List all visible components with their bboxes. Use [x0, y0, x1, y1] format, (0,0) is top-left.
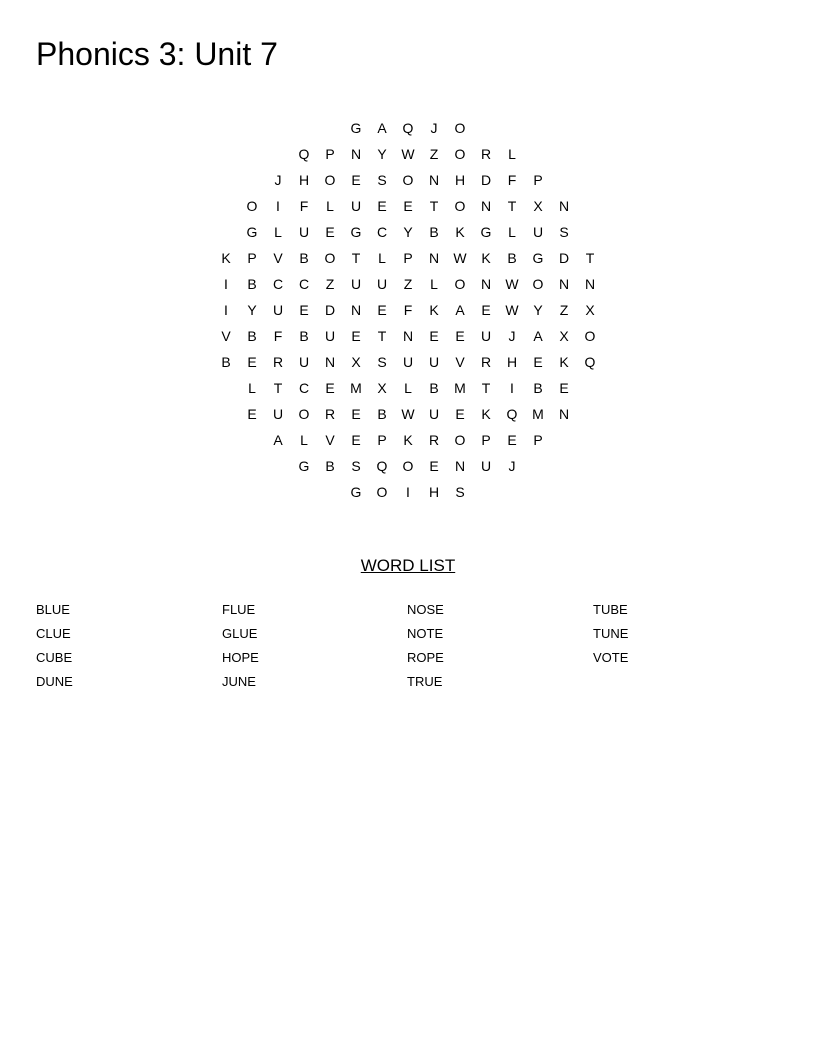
grid-cell: L [508, 224, 516, 240]
word-list-item: FLUE [222, 602, 256, 617]
grid-cell [213, 167, 239, 193]
word-list-item: BLUE [36, 602, 70, 617]
word-column [36, 600, 216, 696]
grid-cell: B [533, 380, 543, 396]
grid-cell: C [272, 276, 284, 292]
grid-cell: D [480, 172, 492, 188]
grid-cell: Z [403, 276, 413, 292]
grid-cell: O [454, 276, 466, 292]
grid-cell: C [298, 380, 310, 396]
grid-cell [213, 219, 239, 245]
grid-cell: E [351, 406, 361, 422]
grid-cell: F [507, 172, 517, 188]
grid-cell: S [559, 224, 569, 240]
grid-cell [551, 115, 577, 141]
grid-cell: B [299, 328, 309, 344]
grid-cell [525, 115, 551, 141]
grid-cell: P [533, 432, 543, 448]
grid-cell: E [455, 328, 465, 344]
grid-cell [239, 479, 265, 505]
grid-row [213, 271, 603, 297]
grid-cell [473, 479, 499, 505]
grid-cell [551, 479, 577, 505]
grid-cell: T [377, 328, 387, 344]
grid-cell: S [377, 172, 387, 188]
grid-cell: W [453, 250, 467, 266]
grid-cell: G [480, 224, 492, 240]
grid-cell [577, 375, 603, 401]
grid-cell: E [351, 328, 361, 344]
word-list-item: ROPE [407, 650, 444, 665]
grid-cell: C [298, 276, 310, 292]
grid-row [213, 349, 603, 375]
grid-cell: Y [377, 146, 387, 162]
grid-cell: E [247, 354, 257, 370]
grid-cell: B [221, 354, 231, 370]
grid-cell: R [480, 146, 492, 162]
grid-cell: U [298, 354, 310, 370]
grid-cell: T [351, 250, 361, 266]
grid-cell: I [224, 276, 228, 292]
word-list-item: NOSE [407, 602, 444, 617]
grid-cell: L [508, 146, 516, 162]
grid-cell [551, 453, 577, 479]
grid-cell: C [376, 224, 388, 240]
grid-row [213, 245, 603, 271]
grid-cell [213, 453, 239, 479]
grid-cell: N [402, 328, 414, 344]
grid-cell: E [559, 380, 569, 396]
grid-cell [525, 479, 551, 505]
grid-cell [473, 115, 499, 141]
grid-cell: U [376, 276, 388, 292]
grid-cell: N [558, 276, 570, 292]
grid-row [213, 375, 603, 401]
word-list-item: VOTE [593, 650, 629, 665]
grid-cell [265, 453, 291, 479]
grid-cell [239, 453, 265, 479]
word-list-item: HOPE [222, 650, 259, 665]
grid-cell: O [376, 484, 388, 500]
grid-cell: O [454, 146, 466, 162]
grid-cell: G [532, 250, 544, 266]
word-list-item: NOTE [407, 626, 444, 641]
grid-cell: Q [298, 146, 310, 162]
grid-cell [577, 219, 603, 245]
grid-cell: G [350, 224, 362, 240]
grid-cell: J [508, 328, 516, 344]
grid-cell: N [480, 198, 492, 214]
grid-cell: R [428, 432, 440, 448]
grid-cell: P [377, 432, 387, 448]
grid-cell: R [324, 406, 336, 422]
grid-cell: F [403, 302, 413, 318]
grid-row [213, 453, 603, 479]
grid-cell [577, 453, 603, 479]
grid-row [213, 427, 603, 453]
grid-row [213, 297, 603, 323]
word-list-item: TRUE [407, 674, 443, 689]
grid-cell: E [533, 354, 543, 370]
grid-cell: Q [506, 406, 518, 422]
grid-cell: U [324, 328, 336, 344]
grid-cell: W [401, 146, 415, 162]
grid-cell [551, 427, 577, 453]
grid-cell: Z [559, 302, 569, 318]
grid-cell [551, 141, 577, 167]
grid-cell: I [406, 484, 410, 500]
grid-cell: E [507, 432, 517, 448]
grid-cell: O [532, 276, 544, 292]
grid-cell: E [455, 406, 465, 422]
grid-cell: O [584, 328, 596, 344]
grid-cell: L [404, 380, 412, 396]
grid-cell [239, 141, 265, 167]
grid-cell: W [505, 302, 519, 318]
grid-cell: Q [376, 458, 388, 474]
grid-cell: L [326, 198, 334, 214]
word-list-item: TUNE [593, 626, 629, 641]
grid-cell: W [401, 406, 415, 422]
grid-cell: K [221, 250, 231, 266]
grid-cell [577, 401, 603, 427]
grid-cell: N [428, 250, 440, 266]
grid-cell: L [248, 380, 256, 396]
grid-cell: E [403, 198, 413, 214]
grid-cell: U [298, 224, 310, 240]
grid-cell [525, 453, 551, 479]
grid-cell: Z [429, 146, 439, 162]
grid-cell: B [429, 380, 439, 396]
grid-cell [213, 427, 239, 453]
grid-cell: F [273, 328, 283, 344]
grid-cell: V [221, 328, 231, 344]
grid-cell [239, 115, 265, 141]
grid-cell [551, 167, 577, 193]
grid-row [213, 323, 603, 349]
grid-cell: U [428, 406, 440, 422]
grid-cell: X [351, 354, 361, 370]
grid-cell [499, 115, 525, 141]
grid-cell [291, 115, 317, 141]
grid-cell: R [480, 354, 492, 370]
grid-cell: N [558, 406, 570, 422]
grid-cell: U [350, 276, 362, 292]
grid-cell: O [324, 250, 336, 266]
grid-cell: X [533, 198, 543, 214]
grid-cell: N [350, 146, 362, 162]
grid-cell [577, 167, 603, 193]
grid-cell [213, 115, 239, 141]
word-search-grid [213, 115, 603, 505]
grid-cell: T [481, 380, 491, 396]
grid-cell [525, 141, 551, 167]
grid-cell: T [273, 380, 283, 396]
grid-cell: V [325, 432, 335, 448]
grid-cell: J [274, 172, 282, 188]
grid-cell: N [428, 172, 440, 188]
grid-cell: N [558, 198, 570, 214]
grid-cell [291, 479, 317, 505]
grid-cell [577, 479, 603, 505]
grid-cell: L [430, 276, 438, 292]
grid-cell: Q [584, 354, 596, 370]
grid-cell: H [298, 172, 310, 188]
grid-cell: K [429, 302, 439, 318]
grid-row [213, 193, 603, 219]
grid-cell: H [506, 354, 518, 370]
grid-cell: R [272, 354, 284, 370]
grid-cell: B [247, 328, 257, 344]
grid-cell: I [276, 198, 280, 214]
word-column [407, 600, 587, 696]
grid-row [213, 167, 603, 193]
grid-cell: K [403, 432, 413, 448]
grid-cell: E [351, 432, 361, 448]
grid-cell: E [325, 380, 335, 396]
grid-cell: S [377, 354, 387, 370]
grid-cell: B [377, 406, 387, 422]
grid-cell [213, 375, 239, 401]
grid-cell: E [325, 224, 335, 240]
grid-cell: S [455, 484, 465, 500]
grid-cell: E [429, 328, 439, 344]
grid-cell: E [247, 406, 257, 422]
grid-cell: B [429, 224, 439, 240]
grid-cell: D [558, 250, 570, 266]
grid-cell: B [325, 458, 335, 474]
grid-cell: N [584, 276, 596, 292]
grid-cell: T [585, 250, 595, 266]
grid-cell [239, 427, 265, 453]
grid-cell: P [325, 146, 335, 162]
grid-cell [577, 141, 603, 167]
grid-cell [577, 427, 603, 453]
grid-cell: N [480, 276, 492, 292]
grid-cell [213, 141, 239, 167]
grid-cell [265, 479, 291, 505]
grid-cell: G [350, 484, 362, 500]
word-list-item: TUBE [593, 602, 628, 617]
grid-cell: U [272, 302, 284, 318]
grid-cell: Z [325, 276, 335, 292]
grid-cell: O [454, 120, 466, 136]
grid-cell: U [350, 198, 362, 214]
grid-cell: X [559, 328, 569, 344]
grid-cell [213, 479, 239, 505]
grid-cell [317, 115, 343, 141]
grid-cell: X [585, 302, 595, 318]
word-list-heading: WORD LIST [360, 556, 456, 575]
grid-cell: M [454, 380, 466, 396]
grid-cell [577, 115, 603, 141]
grid-cell: B [507, 250, 517, 266]
grid-cell: Y [403, 224, 413, 240]
grid-cell: O [246, 198, 258, 214]
word-column [593, 600, 773, 672]
grid-cell: G [350, 120, 362, 136]
grid-cell: H [428, 484, 440, 500]
grid-cell: X [377, 380, 387, 396]
grid-cell: Y [533, 302, 543, 318]
grid-cell [499, 479, 525, 505]
grid-cell [317, 479, 343, 505]
grid-row [213, 479, 603, 505]
grid-cell: A [533, 328, 543, 344]
grid-cell: M [532, 406, 544, 422]
grid-cell: K [455, 224, 465, 240]
word-list-item: CLUE [36, 626, 71, 641]
grid-cell: O [402, 172, 414, 188]
grid-cell: O [324, 172, 336, 188]
grid-cell: L [300, 432, 308, 448]
grid-cell: Y [247, 302, 257, 318]
grid-cell: E [351, 172, 361, 188]
grid-cell: A [273, 432, 283, 448]
grid-cell [265, 141, 291, 167]
grid-cell: J [430, 120, 438, 136]
grid-cell: P [533, 172, 543, 188]
word-list-item: JUNE [222, 674, 256, 689]
grid-cell: G [246, 224, 258, 240]
grid-cell: J [508, 458, 516, 474]
grid-cell: M [350, 380, 362, 396]
grid-row [213, 115, 603, 141]
grid-cell: V [273, 250, 283, 266]
grid-cell: W [505, 276, 519, 292]
grid-cell: F [299, 198, 309, 214]
grid-cell: D [324, 302, 336, 318]
grid-cell: B [247, 276, 257, 292]
grid-cell: L [274, 224, 282, 240]
grid-cell: P [403, 250, 413, 266]
grid-cell: O [298, 406, 310, 422]
grid-cell [577, 193, 603, 219]
word-list-item: GLUE [222, 626, 258, 641]
grid-row [213, 401, 603, 427]
grid-cell: U [480, 458, 492, 474]
grid-cell [265, 115, 291, 141]
grid-cell [213, 401, 239, 427]
grid-cell: P [481, 432, 491, 448]
grid-cell [213, 193, 239, 219]
grid-cell: O [454, 198, 466, 214]
grid-cell: E [299, 302, 309, 318]
grid-cell: U [402, 354, 414, 370]
grid-cell: E [481, 302, 491, 318]
grid-cell: L [378, 250, 386, 266]
grid-cell: H [454, 172, 466, 188]
grid-cell: N [454, 458, 466, 474]
grid-cell: U [272, 406, 284, 422]
grid-cell: V [455, 354, 465, 370]
grid-cell [239, 167, 265, 193]
grid-cell: K [481, 406, 491, 422]
grid-cell: S [351, 458, 361, 474]
grid-cell: I [510, 380, 514, 396]
grid-cell: O [454, 432, 466, 448]
grid-cell: U [480, 328, 492, 344]
grid-cell: T [429, 198, 439, 214]
grid-cell: Q [402, 120, 414, 136]
page-title: Phonics 3: Unit 7 [36, 36, 278, 72]
grid-cell: N [324, 354, 336, 370]
grid-cell: U [532, 224, 544, 240]
grid-cell: E [377, 302, 387, 318]
grid-row [213, 219, 603, 245]
grid-cell: K [481, 250, 491, 266]
grid-cell: I [224, 302, 228, 318]
grid-cell: E [429, 458, 439, 474]
word-list-item: CUBE [36, 650, 73, 665]
grid-cell: U [428, 354, 440, 370]
grid-cell: K [559, 354, 569, 370]
grid-cell: E [377, 198, 387, 214]
grid-row [213, 141, 603, 167]
grid-cell: A [455, 302, 465, 318]
grid-cell: N [350, 302, 362, 318]
word-column [222, 600, 402, 696]
grid-cell: O [402, 458, 414, 474]
grid-cell: T [507, 198, 517, 214]
word-list-item: DUNE [36, 674, 73, 689]
grid-cell: B [299, 250, 309, 266]
grid-cell: G [298, 458, 310, 474]
grid-cell: A [377, 120, 387, 136]
grid-cell: P [247, 250, 257, 266]
